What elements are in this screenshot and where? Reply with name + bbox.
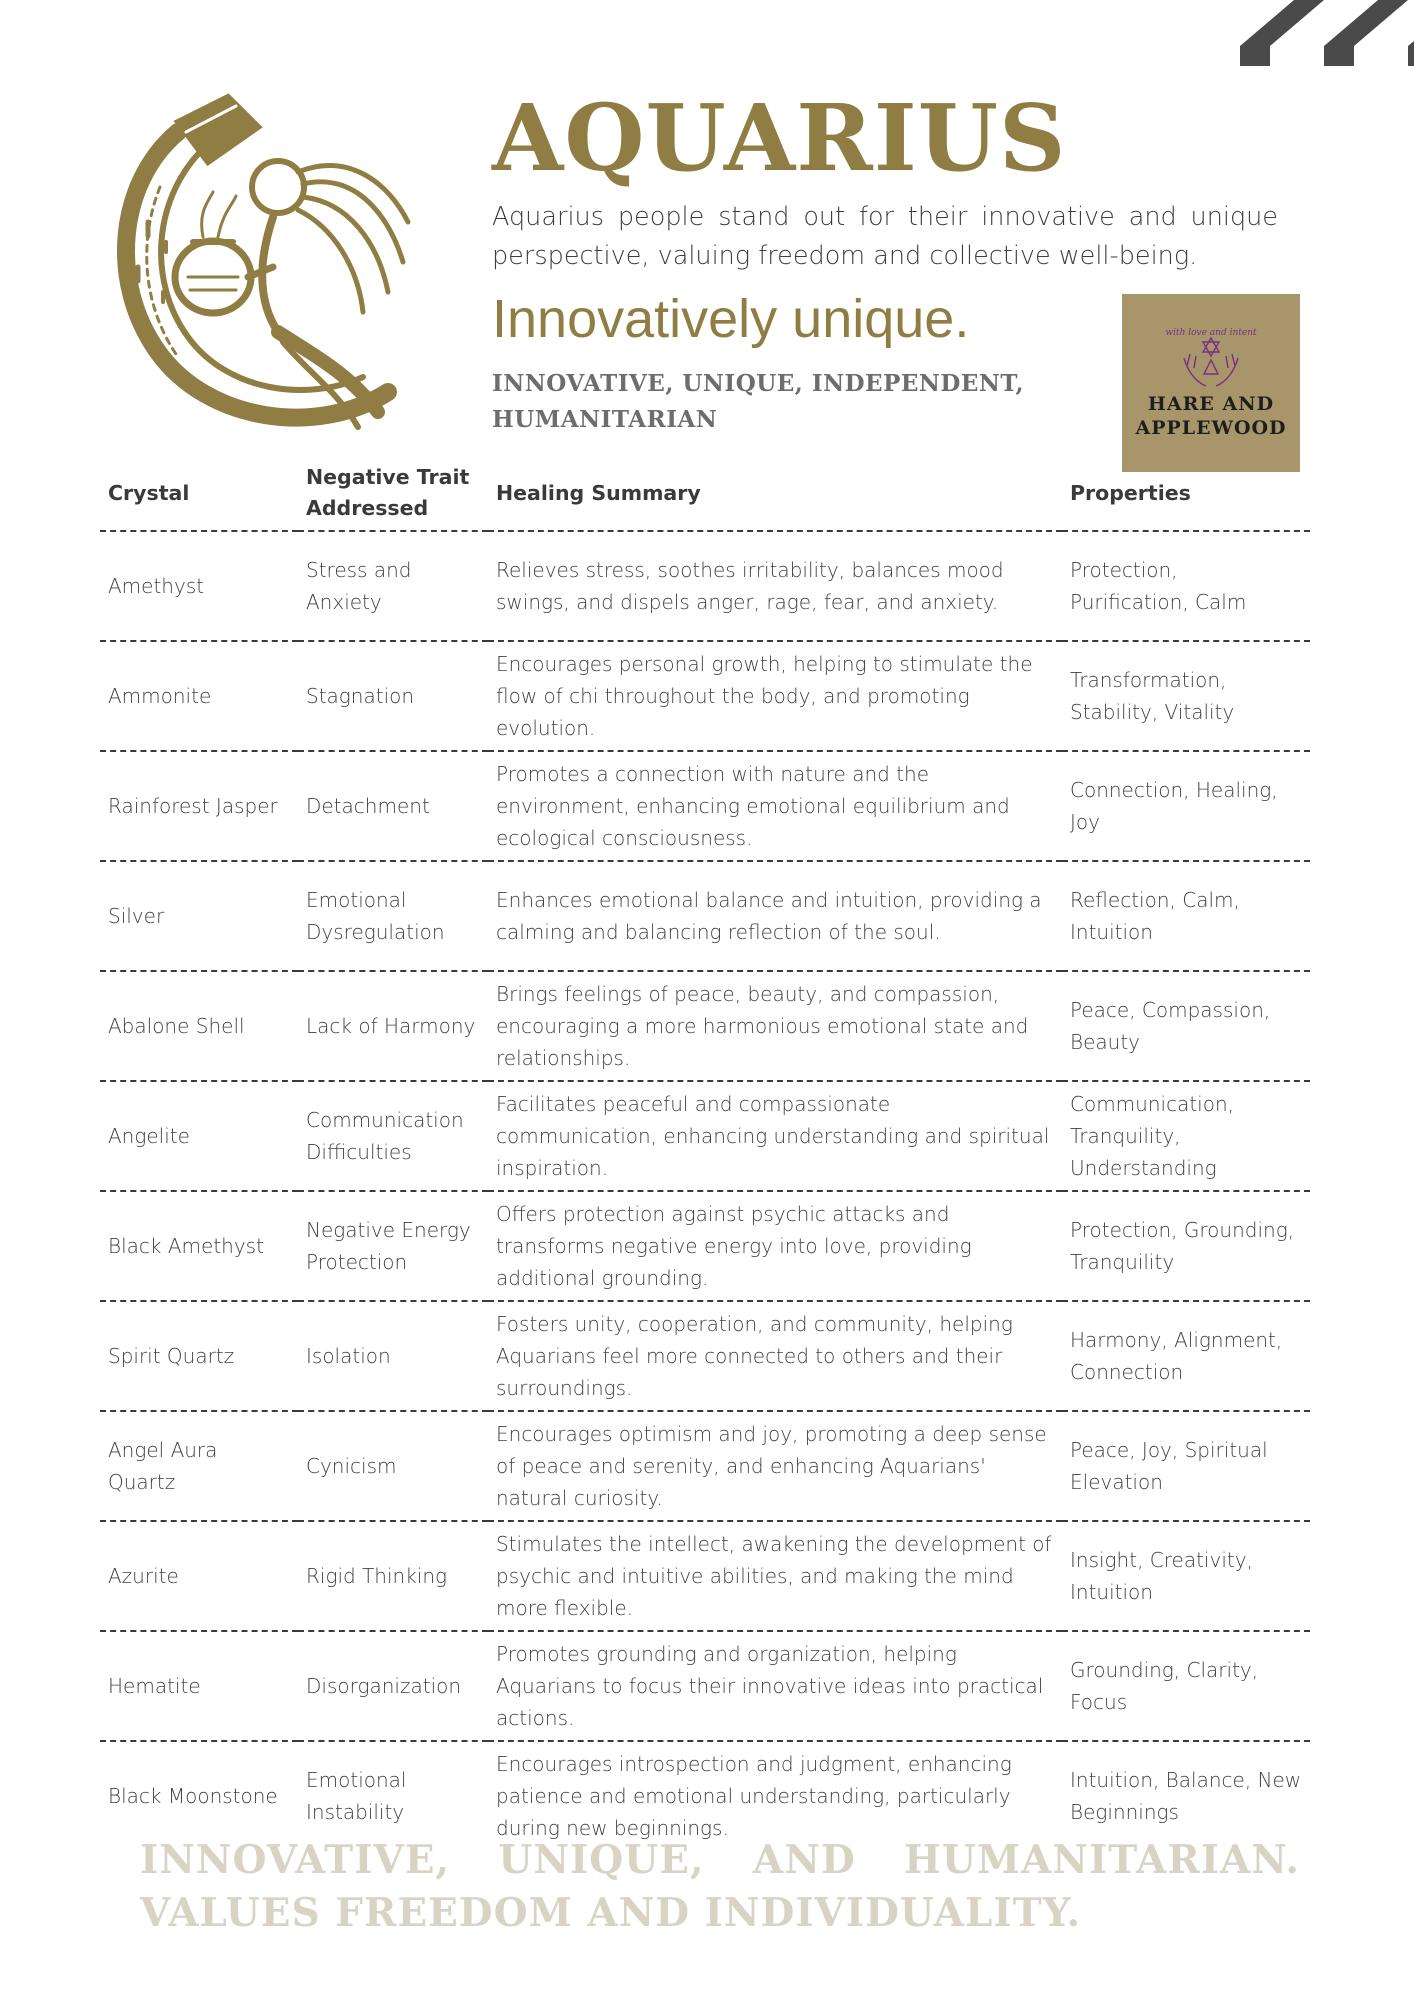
healing-summary: Offers protection against psychic attacks and transforms negative energy into love, providing additional grounding. [488,1191,1062,1301]
healing-summary: Promotes a connection with nature and the environment, enhancing emotional equilibrium and ecological consciousness. [488,751,1062,861]
table-row [100,1191,1310,1301]
crystal-properties: Grounding, Clarity, Focus [1062,1631,1310,1741]
negative-trait: Rigid Thinking [298,1521,488,1631]
crystal-properties: Reflection, Calm, Intuition [1062,861,1310,971]
column-header-properties: Properties [1062,456,1310,531]
crystal-name: Black Moonstone [108,1784,278,1808]
crystal-table [100,456,1310,1850]
crystal-properties: Communication, Tranquility, Understanding [1062,1081,1310,1191]
crystal-name: Black Amethyst [100,1191,298,1301]
crystal-properties: Insight, Creativity, Intuition [1062,1521,1310,1631]
healing-summary: Fosters unity, cooperation, and community, helping Aquarians feel more connected to others and their surroundings. [488,1301,1062,1411]
column-header-crystal: Crystal [100,456,298,531]
negative-trait: Isolation [298,1301,488,1411]
tagline: Innovatively unique. [492,289,970,349]
negative-trait: Lack of Harmony [298,971,488,1081]
table-row [100,1301,1310,1411]
logo-subtitle: with love and intent [1165,328,1257,338]
intro-text: Aquarius people stand out for their innovative and unique perspective, valuing freedom and collective well-being. [492,202,1278,271]
table-row [100,1631,1310,1741]
crystal-name: Angel Aura Quartz [100,1411,298,1521]
table-row [100,1081,1310,1191]
table-row [100,971,1310,1081]
column-header-summary: Healing Summary [488,456,1062,531]
healing-summary: Encourages introspection and judgment, enhancing patience and emotional understanding, particularly during new beginnings. [496,1752,1012,1840]
crystal-properties: Protection, Purification, Calm [1062,531,1310,641]
corner-stripes [1174,0,1414,80]
healing-summary: Relieves stress, soothes irritability, balances mood swings, and dispels anger, rage, fear, and anxiety. [488,531,1062,641]
crystal-name: Angelite [100,1081,298,1191]
crystal-name: Ammonite [100,641,298,751]
healing-summary: Stimulates the intellect, awakening the development of psychic and intuitive abilities, and making the mind more flexible. [488,1521,1062,1631]
brand-logo [1122,294,1300,472]
negative-trait: Stress and Anxiety [298,531,488,641]
crystal-name: Rainforest Jasper [100,751,298,861]
negative-trait: Communication Difficulties [298,1081,488,1191]
column-header-trait: Negative Trait Addressed [298,456,488,531]
crystal-properties: Connection, Healing, Joy [1062,751,1310,861]
footer-text: INNOVATIVE, UNIQUE, AND HUMANITARIAN. VALUES FREEDOM AND INDIVIDUALITY. [140,1837,1300,1936]
crystal-properties: Protection, Grounding, Tranquility [1062,1191,1310,1301]
table-row [100,1521,1310,1631]
crystal-name: Hematite [100,1631,298,1741]
healing-summary: Facilitates peaceful and compassionate communication, enhancing understanding and spiritual inspiration. [488,1081,1062,1191]
crystal-properties: Peace, Joy, Spiritual Elevation [1062,1411,1310,1521]
healing-summary: Encourages optimism and joy, promoting a deep sense of peace and serenity, and enhancing Aquarians' natural curiosity. [488,1411,1062,1521]
page-title: AQUARIUS [492,84,1067,192]
crystal-name: Spirit Quartz [100,1301,298,1411]
negative-trait: Emotional Instability [306,1768,407,1824]
healing-summary: Encourages personal growth, helping to stimulate the flow of chi throughout the body, and promoting evolution. [488,641,1062,751]
crystal-name: Silver [100,861,298,971]
crystal-name: Amethyst [100,531,298,641]
negative-trait: Detachment [298,751,488,861]
crystal-name: Abalone Shell [100,971,298,1081]
negative-trait: Disorganization [298,1631,488,1741]
crystal-properties: Peace, Compassion, Beauty [1062,971,1310,1081]
table-header-row [100,456,1310,531]
logo-name: HARE AND APPLEWOOD [1135,393,1287,439]
healing-summary: Promotes grounding and organization, helping Aquarians to focus their innovative ideas into practical actions. [488,1631,1062,1741]
table-row [100,751,1310,861]
aquarius-emblem [108,92,448,442]
table-row [100,1411,1310,1521]
crystal-properties: Harmony, Alignment, Connection [1062,1301,1310,1411]
healing-summary: Brings feelings of peace, beauty, and compassion, encouraging a more harmonious emotional state and relationships. [488,971,1062,1081]
negative-trait: Negative Energy Protection [298,1191,488,1301]
table-row [100,531,1310,641]
crystal-properties: Intuition, Balance, New Beginnings [1070,1768,1302,1824]
healing-summary: Enhances emotional balance and intuition, providing a calming and balancing reflection of the soul. [488,861,1062,971]
crystal-properties: Transformation, Stability, Vitality [1062,641,1310,751]
hands-symbol-icon [1122,294,1300,472]
negative-trait: Cynicism [298,1411,488,1521]
negative-trait: Emotional Dysregulation [298,861,488,971]
table-row [100,641,1310,751]
negative-trait: Stagnation [298,641,488,751]
table-row [100,861,1310,971]
traits-heading: INNOVATIVE, UNIQUE, INDEPENDENT, HUMANITARIAN [492,370,1025,433]
crystal-name: Azurite [100,1521,298,1631]
